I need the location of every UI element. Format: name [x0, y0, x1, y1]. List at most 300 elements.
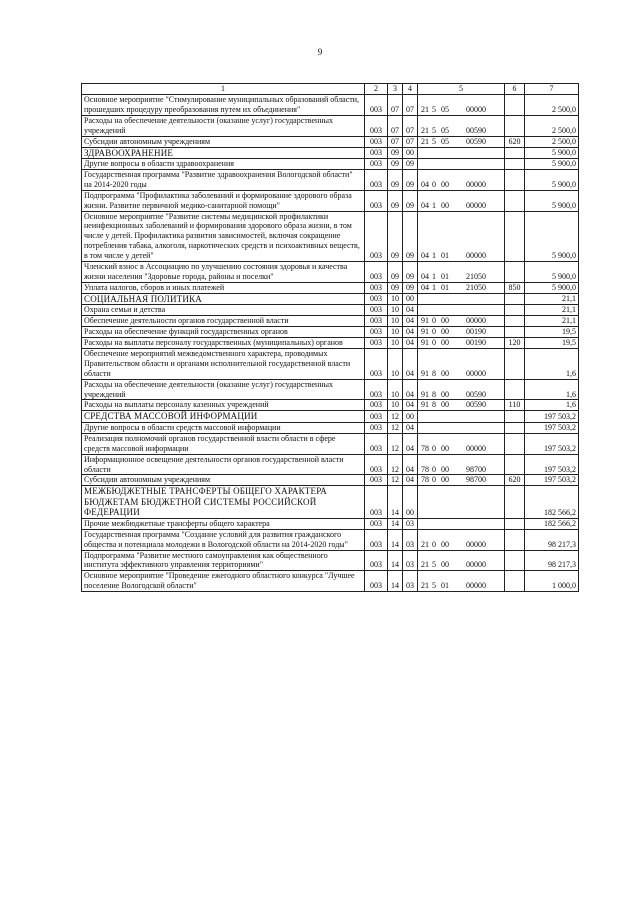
admin-code: 003 [365, 433, 388, 454]
subsection-code: 04 [403, 379, 418, 400]
expense-name: Расходы на выплаты персоналу казенных учреждений [82, 400, 365, 411]
expense-type-code [505, 422, 525, 433]
amount: 19,5 [525, 338, 579, 349]
target-code-part: 21050 [466, 272, 486, 281]
table-row [82, 529, 579, 550]
target-code-part: 00000 [466, 316, 486, 326]
section-code: 12 [388, 422, 403, 433]
table-row [82, 147, 579, 159]
target-article-code [418, 190, 505, 211]
subsection-code: 03 [403, 550, 418, 571]
amount: 21,1 [525, 293, 579, 305]
target-article-code [418, 147, 505, 159]
amount: 19,5 [525, 327, 579, 338]
target-article-code [418, 411, 505, 423]
expense-name: Подпрограмма "Профилактика заболеваний и формирование здорового образа жизни. Развитие первичной медико-санитарной помощи" [82, 190, 365, 211]
amount: 5 900,0 [525, 169, 579, 190]
target-code-part: 04 [421, 200, 429, 210]
section-code: 07 [388, 95, 403, 116]
expense-type-code: 620 [505, 475, 525, 486]
target-code-part: 91 [421, 327, 429, 337]
target-code-part: 8 [432, 400, 436, 410]
expense-name: Расходы на обеспечение деятельности (оказание услуг) государственных учреждений [82, 115, 365, 136]
target-code-part: 5 [432, 560, 436, 570]
expense-type-code [505, 348, 525, 379]
target-code-part: 21 [421, 136, 429, 146]
table-row [82, 571, 579, 592]
table-row [82, 348, 579, 379]
amount: 5 900,0 [525, 159, 579, 170]
section-code: 12 [388, 454, 403, 475]
subsection-code: 04 [403, 475, 418, 486]
expense-name: Информационное освещение деятельности органов государственной власти области [82, 454, 365, 475]
target-code-part: 0 [432, 338, 436, 348]
target-code-part: 00000 [466, 200, 486, 210]
expense-name: Обеспечение деятельности органов государственной власти [82, 316, 365, 327]
admin-code: 003 [365, 422, 388, 433]
target-code-part: 1 [432, 200, 436, 210]
target-article-code [418, 422, 505, 433]
amount: 2 500,0 [525, 95, 579, 116]
target-code-part: 01 [441, 251, 449, 261]
target-code-part: 01 [441, 581, 449, 591]
admin-code: 003 [365, 305, 388, 316]
subsection-code: 09 [403, 159, 418, 170]
expense-type-code: 620 [505, 136, 525, 147]
header-col-4: 4 [403, 84, 418, 95]
target-code-part: 8 [432, 368, 436, 378]
table-row [82, 115, 579, 136]
amount: 5 900,0 [525, 147, 579, 159]
target-code-part: 00190 [466, 327, 486, 337]
expense-type-code: 850 [505, 282, 525, 293]
expense-name: Реализация полномочий органов государственной власти области в сфере средств массовой информации [82, 433, 365, 454]
expense-name: МЕЖБЮДЖЕТНЫЕ ТРАНСФЕРТЫ ОБЩЕГО ХАРАКТЕРА БЮДЖЕТАМ БЮДЖЕТНОЙ СИСТЕМЫ РОССИЙСКОЙ ФЕДЕРАЦИИ [82, 486, 365, 519]
admin-code: 003 [365, 262, 388, 283]
target-article-code [418, 379, 505, 400]
target-code-part: 00 [441, 327, 449, 337]
section-code: 09 [388, 282, 403, 293]
subsection-code: 09 [403, 211, 418, 262]
table-row [82, 159, 579, 170]
target-article-code [418, 293, 505, 305]
amount: 5 900,0 [525, 211, 579, 262]
target-code-part: 00000 [466, 179, 486, 189]
subsection-code: 00 [403, 293, 418, 305]
admin-code: 003 [365, 454, 388, 475]
admin-code: 003 [365, 190, 388, 211]
admin-code: 003 [365, 327, 388, 338]
section-code: 07 [388, 136, 403, 147]
table-row [82, 550, 579, 571]
expense-type-code [505, 550, 525, 571]
section-code: 09 [388, 211, 403, 262]
amount: 98 217,3 [525, 550, 579, 571]
target-code-part: 8 [432, 389, 436, 399]
section-code: 10 [388, 348, 403, 379]
header-col-1: 1 [82, 84, 365, 95]
target-code-part: 01 [441, 272, 449, 281]
amount: 5 900,0 [525, 282, 579, 293]
target-article-code [418, 136, 505, 147]
budget-table [81, 83, 579, 592]
target-article-code [418, 475, 505, 486]
section-code: 09 [388, 262, 403, 283]
admin-code: 003 [365, 147, 388, 159]
header-col-5: 5 [418, 84, 505, 95]
expense-name: Подпрограмма "Развитие местного самоуправления как общественного института эффективного управления территориями" [82, 550, 365, 571]
subsection-code: 07 [403, 95, 418, 116]
expense-name: Субсидии автономным учреждениям [82, 475, 365, 486]
expense-type-code [505, 262, 525, 283]
target-code-part: 98700 [466, 464, 486, 474]
amount: 182 566,2 [525, 518, 579, 529]
section-code: 09 [388, 147, 403, 159]
target-code-part: 00 [441, 443, 449, 453]
expense-name: Субсидии автономным учреждениям [82, 136, 365, 147]
target-article-code [418, 571, 505, 592]
target-code-part: 00 [441, 560, 449, 570]
admin-code: 003 [365, 282, 388, 293]
target-code-part: 0 [432, 443, 436, 453]
table-row [82, 433, 579, 454]
amount: 21,1 [525, 316, 579, 327]
target-code-part: 0 [432, 327, 436, 337]
target-article-code [418, 486, 505, 519]
expense-name: Расходы на выплаты персоналу государственных (муниципальных) органов [82, 338, 365, 349]
expense-type-code [505, 147, 525, 159]
target-code-part: 00 [441, 475, 449, 485]
table-row [82, 338, 579, 349]
target-code-part: 00 [441, 464, 449, 474]
admin-code: 003 [365, 316, 388, 327]
target-code-part: 98700 [466, 475, 486, 485]
expense-type-code [505, 327, 525, 338]
target-code-part: 78 [421, 464, 429, 474]
amount: 1,6 [525, 348, 579, 379]
amount: 1,6 [525, 400, 579, 411]
expense-type-code [505, 316, 525, 327]
amount: 197 503,2 [525, 454, 579, 475]
target-code-part: 00000 [466, 251, 486, 261]
expense-name: Основное мероприятие "Стимулирование муниципальных образований области, прошедших процедуру преобразования путем их объединения" [82, 95, 365, 116]
expense-name: Членский взнос в Ассоциацию по улучшению состояния здоровья и качества жизни населения "Здоровые города, районы и поселки" [82, 262, 365, 283]
section-code: 07 [388, 115, 403, 136]
admin-code: 003 [365, 475, 388, 486]
admin-code: 003 [365, 529, 388, 550]
target-code-part: 00 [441, 316, 449, 326]
target-code-part: 21 [421, 560, 429, 570]
target-code-part: 01 [441, 282, 449, 292]
expense-name: Обеспечение мероприятий межведомственного характера, проводимых Правительством области и органами исполнительной государственной власти области [82, 348, 365, 379]
target-code-part: 1 [432, 272, 436, 281]
subsection-code: 04 [403, 433, 418, 454]
subsection-code: 09 [403, 262, 418, 283]
target-article-code [418, 400, 505, 411]
expense-type-code [505, 411, 525, 423]
target-code-part: 0 [432, 539, 436, 549]
table-row [82, 379, 579, 400]
expense-type-code [505, 190, 525, 211]
subsection-code: 00 [403, 486, 418, 519]
admin-code: 003 [365, 486, 388, 519]
table-row [82, 454, 579, 475]
target-article-code [418, 159, 505, 170]
target-code-part: 1 [432, 251, 436, 261]
subsection-code: 03 [403, 529, 418, 550]
expense-name: Охрана семьи и детства [82, 305, 365, 316]
target-article-code [418, 348, 505, 379]
target-code-part: 00000 [466, 443, 486, 453]
target-code-part: 00590 [466, 125, 486, 135]
target-code-part: 05 [441, 125, 449, 135]
target-code-part: 00 [441, 389, 449, 399]
expense-type-code [505, 305, 525, 316]
expense-name: Уплата налогов, сборов и иных платежей [82, 282, 365, 293]
expense-type-code [505, 115, 525, 136]
target-code-part: 5 [432, 104, 436, 114]
expense-type-code: 110 [505, 400, 525, 411]
expense-name: Основное мероприятие "Развитие системы медицинской профилактики неинфекционных заболеваний и формирования здорового образа жизни, в том числе у детей. Профилактика развития зависимостей, включая сокращение потребления табака, алкоголя, наркотических средств и психоактивных веществ, в том числе у детей" [82, 211, 365, 262]
target-code-part: 1 [432, 282, 436, 292]
subsection-code: 04 [403, 348, 418, 379]
target-article-code [418, 262, 505, 283]
target-code-part: 00 [441, 338, 449, 348]
amount: 197 503,2 [525, 422, 579, 433]
target-code-part: 0 [432, 179, 436, 189]
target-code-part: 91 [421, 400, 429, 410]
admin-code: 003 [365, 348, 388, 379]
section-code: 10 [388, 400, 403, 411]
target-code-part: 04 [421, 282, 429, 292]
table-row [82, 316, 579, 327]
header-col-6: 6 [505, 84, 525, 95]
admin-code: 003 [365, 136, 388, 147]
section-code: 10 [388, 327, 403, 338]
expense-type-code [505, 518, 525, 529]
target-code-part: 00 [441, 400, 449, 410]
expense-type-code [505, 433, 525, 454]
header-col-7: 7 [525, 84, 579, 95]
admin-code: 003 [365, 411, 388, 423]
target-article-code [418, 338, 505, 349]
amount: 197 503,2 [525, 433, 579, 454]
section-code: 09 [388, 159, 403, 170]
table-row [82, 95, 579, 116]
target-code-part: 04 [421, 251, 429, 261]
target-code-part: 21 [421, 539, 429, 549]
target-code-part: 05 [441, 104, 449, 114]
subsection-code: 09 [403, 190, 418, 211]
expense-name: ЗДРАВООХРАНЕНИЕ [82, 147, 365, 159]
expense-name: Государственная программа "Развитие здравоохранения Вологодской области" на 2014-2020 годы [82, 169, 365, 190]
admin-code: 003 [365, 379, 388, 400]
admin-code: 003 [365, 159, 388, 170]
expense-type-code [505, 571, 525, 592]
target-article-code [418, 550, 505, 571]
target-code-part: 00000 [466, 560, 486, 570]
target-code-part: 00 [441, 179, 449, 189]
table-row [82, 327, 579, 338]
admin-code: 003 [365, 400, 388, 411]
target-article-code [418, 529, 505, 550]
expense-name: СРЕДСТВА МАССОВОЙ ИНФОРМАЦИИ [82, 411, 365, 423]
subsection-code: 00 [403, 411, 418, 423]
section-code: 10 [388, 293, 403, 305]
subsection-code: 00 [403, 147, 418, 159]
target-article-code [418, 169, 505, 190]
table-row [82, 262, 579, 283]
expense-name: Расходы на обеспечение функций государственных органов [82, 327, 365, 338]
expense-name: Прочие межбюджетные трансферты общего характера [82, 518, 365, 529]
target-code-part: 00000 [466, 581, 486, 591]
section-code: 10 [388, 379, 403, 400]
target-code-part: 78 [421, 443, 429, 453]
target-code-part: 0 [432, 316, 436, 326]
section-code: 10 [388, 338, 403, 349]
table-row [82, 400, 579, 411]
target-article-code [418, 518, 505, 529]
target-code-part: 00590 [466, 400, 486, 410]
amount: 21,1 [525, 305, 579, 316]
amount: 1 000,0 [525, 571, 579, 592]
target-article-code [418, 95, 505, 116]
target-code-part: 00000 [466, 539, 486, 549]
target-article-code [418, 454, 505, 475]
section-code: 14 [388, 486, 403, 519]
subsection-code: 04 [403, 400, 418, 411]
amount: 182 566,2 [525, 486, 579, 519]
table-row [82, 518, 579, 529]
expense-name: Государственная программа "Создание условий для развития гражданского общества и потенциала молодежи в Вологодской области на 2014-2020 годы" [82, 529, 365, 550]
expense-name: Расходы на обеспечение деятельности (оказание услуг) государственных учреждений [82, 379, 365, 400]
subsection-code: 09 [403, 169, 418, 190]
expense-name: Основное мероприятие "Проведение ежегодного областного конкурса "Лучшее поселение Вологодской области" [82, 571, 365, 592]
target-article-code [418, 305, 505, 316]
expense-type-code [505, 95, 525, 116]
table-row [82, 169, 579, 190]
amount: 1,6 [525, 379, 579, 400]
subsection-code: 07 [403, 115, 418, 136]
target-code-part: 00 [441, 539, 449, 549]
subsection-code: 04 [403, 338, 418, 349]
target-article-code [418, 282, 505, 293]
section-code: 12 [388, 475, 403, 486]
target-code-part: 0 [432, 464, 436, 474]
target-code-part: 00000 [466, 368, 486, 378]
table-row [82, 282, 579, 293]
expense-type-code [505, 529, 525, 550]
expense-type-code [505, 211, 525, 262]
subsection-code: 09 [403, 282, 418, 293]
expense-name: СОЦИАЛЬНАЯ ПОЛИТИКА [82, 293, 365, 305]
admin-code: 003 [365, 338, 388, 349]
table-header-row [82, 84, 579, 95]
table-row [82, 136, 579, 147]
table-row [82, 211, 579, 262]
subsection-code: 04 [403, 454, 418, 475]
expense-type-code [505, 169, 525, 190]
target-code-part: 00 [441, 200, 449, 210]
target-code-part: 04 [421, 179, 429, 189]
expense-type-code [505, 293, 525, 305]
table-row [82, 190, 579, 211]
section-code: 12 [388, 411, 403, 423]
table-row [82, 486, 579, 519]
expense-type-code [505, 159, 525, 170]
admin-code: 003 [365, 293, 388, 305]
subsection-code: 04 [403, 316, 418, 327]
target-code-part: 91 [421, 389, 429, 399]
admin-code: 003 [365, 550, 388, 571]
table-row [82, 422, 579, 433]
target-article-code [418, 327, 505, 338]
target-code-part: 21 [421, 104, 429, 114]
target-code-part: 00190 [466, 338, 486, 348]
target-code-part: 21050 [466, 282, 486, 292]
target-code-part: 0 [432, 475, 436, 485]
target-code-part: 00 [441, 368, 449, 378]
target-code-part: 21 [421, 581, 429, 591]
target-code-part: 05 [441, 136, 449, 146]
target-article-code [418, 115, 505, 136]
amount: 5 900,0 [525, 190, 579, 211]
subsection-code: 04 [403, 305, 418, 316]
admin-code: 003 [365, 169, 388, 190]
amount: 197 503,2 [525, 411, 579, 423]
section-code: 10 [388, 316, 403, 327]
section-code: 10 [388, 305, 403, 316]
amount: 5 900,0 [525, 262, 579, 283]
page-number: 9 [317, 47, 323, 57]
target-code-part: 91 [421, 368, 429, 378]
subsection-code: 03 [403, 518, 418, 529]
target-code-part: 00000 [466, 104, 486, 114]
section-code: 14 [388, 550, 403, 571]
expense-type-code [505, 486, 525, 519]
subsection-code: 03 [403, 571, 418, 592]
subsection-code: 04 [403, 327, 418, 338]
table-row [82, 305, 579, 316]
expense-type-code [505, 379, 525, 400]
target-code-part: 00590 [466, 136, 486, 146]
section-code: 12 [388, 433, 403, 454]
section-code: 14 [388, 518, 403, 529]
expense-name: Другие вопросы в области здравоохранения [82, 159, 365, 170]
expense-type-code: 120 [505, 338, 525, 349]
target-code-part: 91 [421, 316, 429, 326]
expense-name: Другие вопросы в области средств массовой информации [82, 422, 365, 433]
admin-code: 003 [365, 571, 388, 592]
header-col-3: 3 [388, 84, 403, 95]
target-article-code [418, 433, 505, 454]
table-row [82, 411, 579, 423]
section-code: 14 [388, 571, 403, 592]
table-row [82, 293, 579, 305]
subsection-code: 07 [403, 136, 418, 147]
target-code-part: 5 [432, 581, 436, 591]
header-col-2: 2 [365, 84, 388, 95]
target-article-code [418, 211, 505, 262]
amount: 98 217,3 [525, 529, 579, 550]
target-code-part: 21 [421, 125, 429, 135]
expense-type-code [505, 454, 525, 475]
target-code-part: 04 [421, 272, 429, 281]
amount: 2 500,0 [525, 136, 579, 147]
section-code: 14 [388, 529, 403, 550]
target-code-part: 91 [421, 338, 429, 348]
table-row [82, 475, 579, 486]
